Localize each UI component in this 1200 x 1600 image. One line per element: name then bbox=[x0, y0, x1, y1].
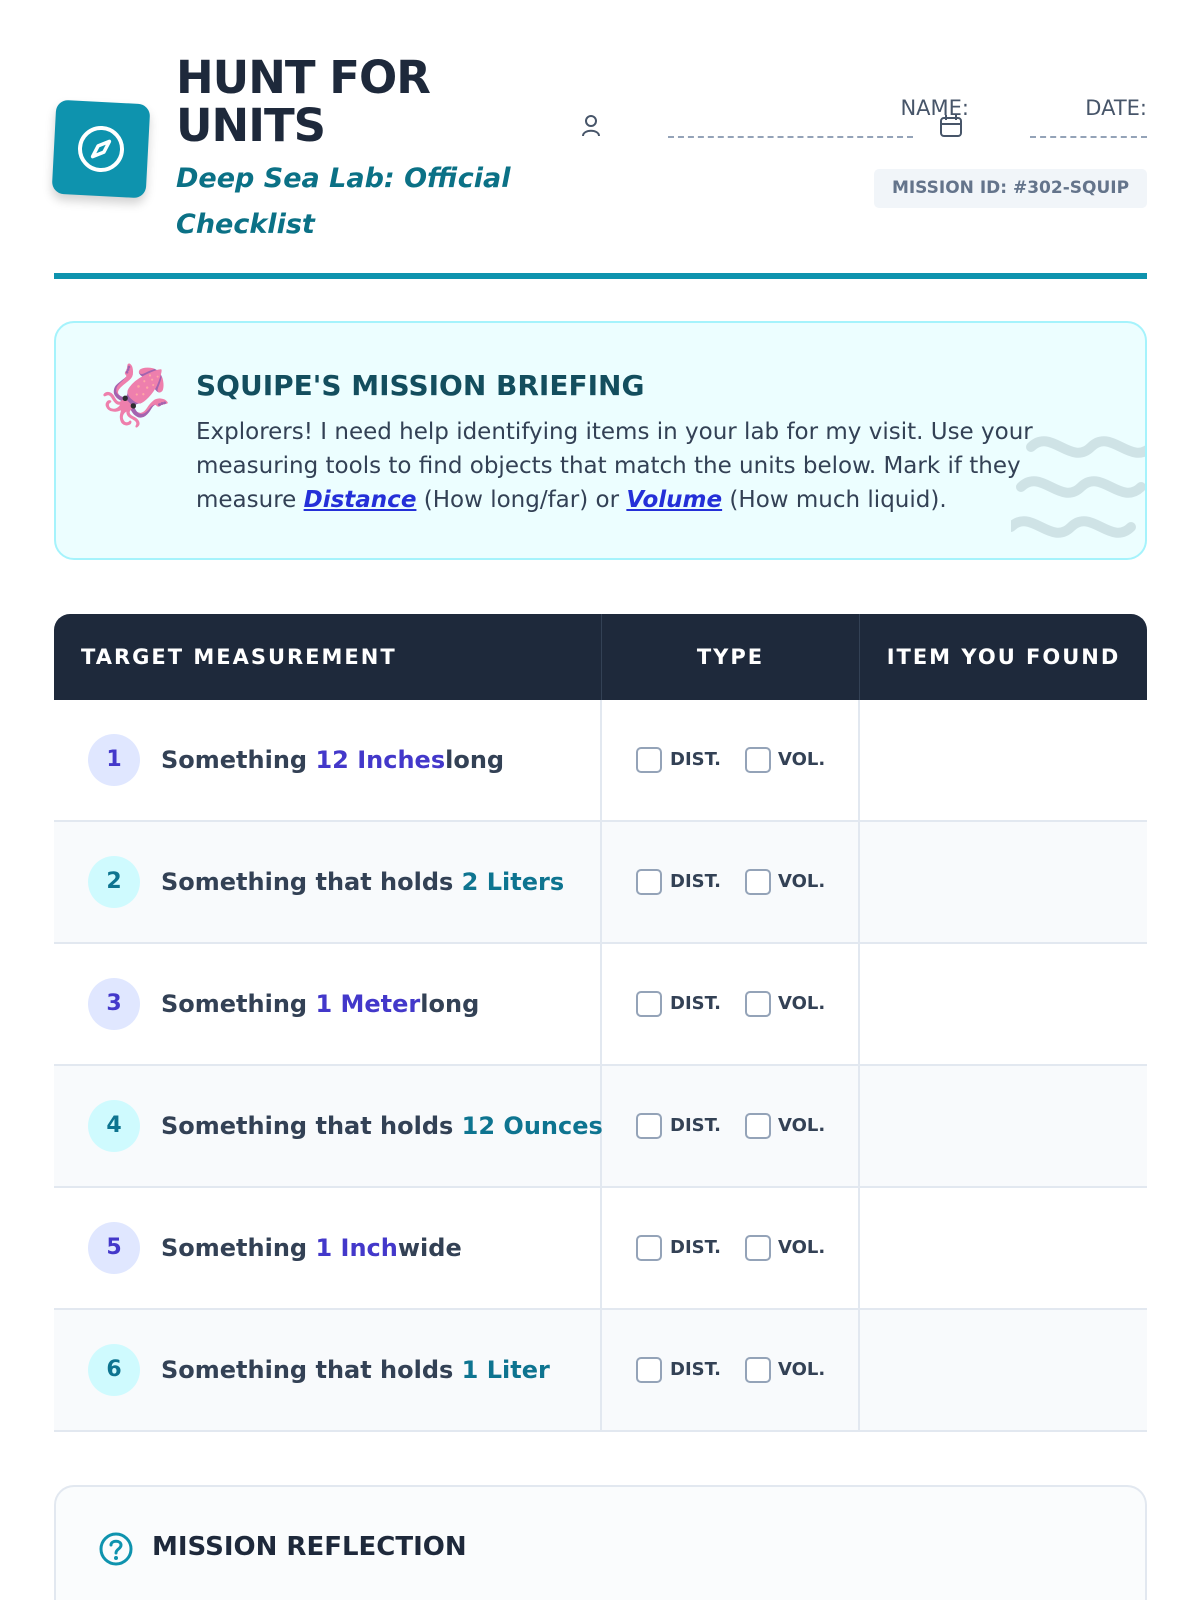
mission-reflection-card bbox=[54, 1485, 1147, 1600]
volume-checkbox[interactable] bbox=[745, 1235, 771, 1261]
table-row bbox=[54, 944, 1147, 1066]
unit-text: 12 Inches bbox=[315, 746, 446, 774]
header-type: TYPE bbox=[602, 614, 860, 700]
distance-label: DIST. bbox=[670, 1237, 721, 1258]
table-header bbox=[54, 614, 1147, 700]
squid-mascot-icon: 🦑 bbox=[98, 361, 173, 431]
volume-label: VOL. bbox=[778, 1359, 826, 1380]
volume-checkbox[interactable] bbox=[745, 869, 771, 895]
volume-checkbox[interactable] bbox=[745, 1357, 771, 1383]
logo bbox=[52, 100, 151, 199]
volume-label: VOL. bbox=[778, 1115, 826, 1136]
row-number: 6 bbox=[88, 1344, 140, 1396]
item-found-field[interactable] bbox=[860, 700, 1147, 820]
briefing-text: Explorers! I need help identifying items in your lab for my visit. Use your measuring tools to find objects that match the units below. Mark if they measure Distance (How long/far) or Volume (How much liquid). bbox=[196, 419, 1033, 513]
row-number: 3 bbox=[88, 978, 140, 1030]
table-row bbox=[54, 1066, 1147, 1188]
date-label: DATE: bbox=[1085, 96, 1147, 120]
distance-checkbox[interactable] bbox=[636, 1113, 662, 1139]
volume-link[interactable]: Volume bbox=[626, 487, 723, 513]
target-measurement: Something that holds 12 Ounces bbox=[161, 1112, 603, 1140]
unit-text: 2 Liters bbox=[461, 868, 565, 896]
target-measurement: Something 1 Meterlong bbox=[161, 990, 480, 1018]
date-field[interactable] bbox=[1030, 136, 1147, 138]
distance-label: DIST. bbox=[670, 749, 721, 770]
reflection-title: MISSION REFLECTION bbox=[152, 1532, 467, 1562]
volume-label: VOL. bbox=[778, 1237, 826, 1258]
help-circle-icon bbox=[98, 1531, 134, 1567]
distance-checkbox[interactable] bbox=[636, 869, 662, 895]
distance-label: DIST. bbox=[670, 1359, 721, 1380]
mission-id-badge: MISSION ID: #302-SQUIP bbox=[874, 169, 1147, 208]
volume-checkbox[interactable] bbox=[745, 991, 771, 1017]
unit-text: 1 Inch bbox=[315, 1234, 398, 1262]
header-divider bbox=[54, 273, 1147, 279]
row-number: 2 bbox=[88, 856, 140, 908]
briefing-title: SQUIPE'S MISSION BRIEFING bbox=[196, 369, 645, 402]
distance-link[interactable]: Distance bbox=[303, 487, 417, 513]
worksheet-header bbox=[54, 51, 1147, 276]
target-measurement: Something 1 Inchwide bbox=[161, 1234, 462, 1262]
distance-label: DIST. bbox=[670, 993, 721, 1014]
unit-text: 1 Meter bbox=[315, 990, 421, 1018]
item-found-field[interactable] bbox=[860, 1066, 1147, 1186]
volume-label: VOL. bbox=[778, 871, 826, 892]
item-found-field[interactable] bbox=[860, 944, 1147, 1064]
user-icon bbox=[580, 114, 602, 142]
distance-checkbox[interactable] bbox=[636, 747, 662, 773]
item-found-field[interactable] bbox=[860, 822, 1147, 942]
unit-text: 12 Ounces bbox=[461, 1112, 603, 1140]
target-measurement: Something that holds 1 Liter bbox=[161, 1356, 550, 1384]
name-field[interactable] bbox=[668, 136, 913, 138]
table-row bbox=[54, 1188, 1147, 1310]
target-measurement: Something that holds 2 Liters bbox=[161, 868, 565, 896]
distance-checkbox[interactable] bbox=[636, 991, 662, 1017]
table-row bbox=[54, 822, 1147, 944]
volume-checkbox[interactable] bbox=[745, 747, 771, 773]
header-item-found: ITEM YOU FOUND bbox=[886, 645, 1121, 669]
calendar-icon bbox=[939, 114, 963, 142]
distance-checkbox[interactable] bbox=[636, 1357, 662, 1383]
target-measurement: Something 12 Incheslong bbox=[161, 746, 505, 774]
item-found-field[interactable] bbox=[860, 1188, 1147, 1308]
page-subtitle: Deep Sea Lab: Official Checklist bbox=[176, 163, 511, 240]
waves-decoration-icon bbox=[1011, 432, 1147, 560]
item-found-field[interactable] bbox=[860, 1310, 1147, 1430]
header-target-measurement: TARGET MEASUREMENT bbox=[54, 614, 602, 700]
row-number: 5 bbox=[88, 1222, 140, 1274]
distance-label: DIST. bbox=[670, 871, 721, 892]
row-number: 1 bbox=[88, 734, 140, 786]
distance-label: DIST. bbox=[670, 1115, 721, 1136]
volume-label: VOL. bbox=[778, 993, 826, 1014]
measurement-table bbox=[54, 614, 1147, 1432]
page-title: HUNT FOR UNITS bbox=[176, 51, 430, 152]
name-label: NAME: bbox=[900, 96, 969, 120]
table-row bbox=[54, 700, 1147, 822]
distance-checkbox[interactable] bbox=[636, 1235, 662, 1261]
table-row bbox=[54, 1310, 1147, 1432]
compass-icon bbox=[74, 122, 129, 177]
volume-label: VOL. bbox=[778, 749, 826, 770]
volume-checkbox[interactable] bbox=[745, 1113, 771, 1139]
unit-text: 1 Liter bbox=[461, 1356, 550, 1384]
row-number: 4 bbox=[88, 1100, 140, 1152]
mission-briefing-card bbox=[54, 321, 1147, 560]
